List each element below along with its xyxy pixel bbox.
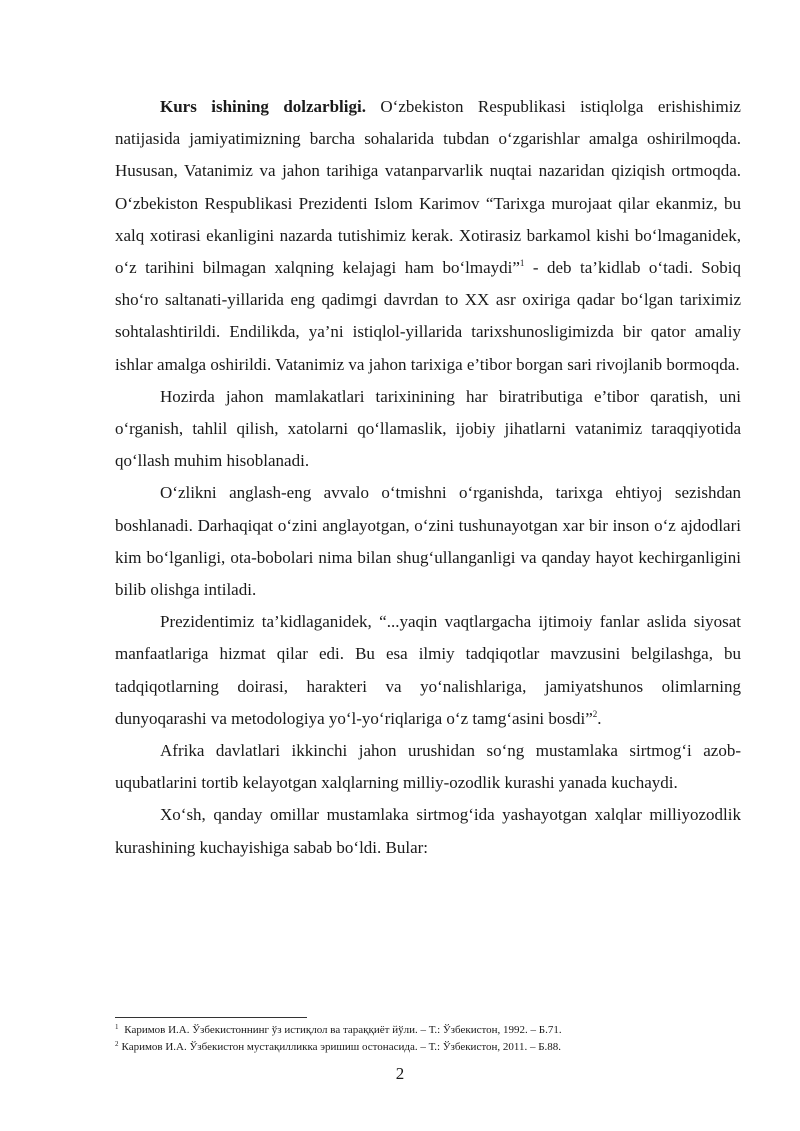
paragraph <box>115 381 741 478</box>
footnote-text: Каримов И.А. Ўзбекистон мустақилликка эришиш остонасида. – Т.: Ўзбекистон, 2011. – Б.88. <box>121 1041 562 1053</box>
paragraph-text: Prezidentimiz ta’kidlaganidek, “...yaqin vaqtlargacha ijtimoiy fanlar aslida siyosat manfaatlariga hizmat qilar edi. Bu esa ilmiy tadqiqotlar mavzusini belgilashga, bu tadqiqotlarning doirasi, harakteri va yo‘nalishlariga, jamiyatshunos olimlarning dunyoqarashi va metodologiya yo‘l-yo‘riqlariga o‘z tamg‘asini bosdi” <box>115 612 741 728</box>
footnote-separator <box>115 1017 307 1018</box>
paragraph <box>115 799 741 863</box>
paragraph-text: Xo‘sh, qanday omillar mustamlaka sirtmog‘ida yashayotgan xalqlar milliyozodlik kurashining kuchayishiga sabab bo‘ldi. Bular: <box>115 805 741 857</box>
paragraph-text: Hozirda jahon mamlakatlari tarixinining har biratributiga e’tibor qaratish, uni o‘rganish, tahlil qilish, xatolarni qo‘llamaslik, ijobiy jihatlarni vatanimiz taraqqiyotida qo‘llash muhim hisoblanadi. <box>115 386 741 471</box>
paragraph-text: Afrika davlatlari ikkinchi jahon urushidan so‘ng mustamlaka sirtmog‘i azob-uqubatlarini tortib kelayotgan xalqlarning milliy-ozodlik kurashi yanada kuchaydi. <box>115 741 741 793</box>
footnote-text: Каримов И.А. Ўзбекистоннинг ўз истиқлол ва тараққиёт йўли. – Т.: Ўзбекистон, 1992. – Б.71. <box>121 1024 562 1036</box>
paragraph <box>115 735 741 799</box>
paragraph-text-continued: - deb ta’kidlab o‘tadi. Sobiq sho‘ro saltanati-yillarida eng qadimgi davrdan to XX asr oxiriga qadar bo‘lgan tariximiz sohtalashtirildi. Endilikda, ya’ni istiqlol-yillarida tarixshunosligimizda bir qator amaliy ishlar amalga oshirildi. Vatanimiz va jahon tarixiga e’tibor borgan sari rivojlanib bormoqda. <box>115 258 741 374</box>
paragraph-relevance <box>115 91 741 381</box>
footnote-item <box>115 1039 741 1056</box>
body-text <box>115 91 741 864</box>
paragraph <box>115 606 741 735</box>
paragraph-text: O‘zbekiston Respublikasi istiqlolga erishishimiz natijasida jamiyatimizning barcha sohalarida tubdan o‘zgarishlar amalga oshirilmoqda. Hususan, Vatanimiz va jahon tarihiga vatanparvarlik nuqtai nazaridan qiziqish ortmoqda. O‘zbekiston Respublikasi Prezidenti Islom Karimov “Tarixga murojaat qilar ekanmiz, bu xalq xotirasi ekanligini nazarda tutishimiz kerak. Xotirasiz barkamol kishi bo‘lmaganidek, o‘z tarihini bilmagan xalqning kelajagi ham bo‘lmaydi” <box>115 97 741 278</box>
footnote-item <box>115 1022 741 1039</box>
footnotes <box>115 1022 741 1056</box>
section-lead: Kurs ishining dolzarbligi. <box>160 97 366 116</box>
page-number: 2 <box>395 1064 405 1083</box>
paragraph-text: O‘zlikni anglash-eng avvalo o‘tmishni o‘rganishda, tarixga ehtiyoj sezishdan boshlanadi. Darhaqiqat o‘zini anglayotgan, o‘zini tushunayotgan xar bir inson o‘z ajdodlari kim bo‘lganligi, ota-bobolari nima bilan shug‘ullanganligi va qanday hayot kechirganligini bilib olishga intiladi. <box>115 483 741 600</box>
footnote-ref[interactable]: 1 <box>519 258 525 269</box>
paragraph-text-continued: . <box>597 708 602 728</box>
paragraph <box>115 477 741 606</box>
footnote-mark: 2 <box>115 1040 119 1048</box>
footnote-ref[interactable]: 2 <box>592 708 598 719</box>
footnote-mark: 1 <box>115 1023 119 1031</box>
